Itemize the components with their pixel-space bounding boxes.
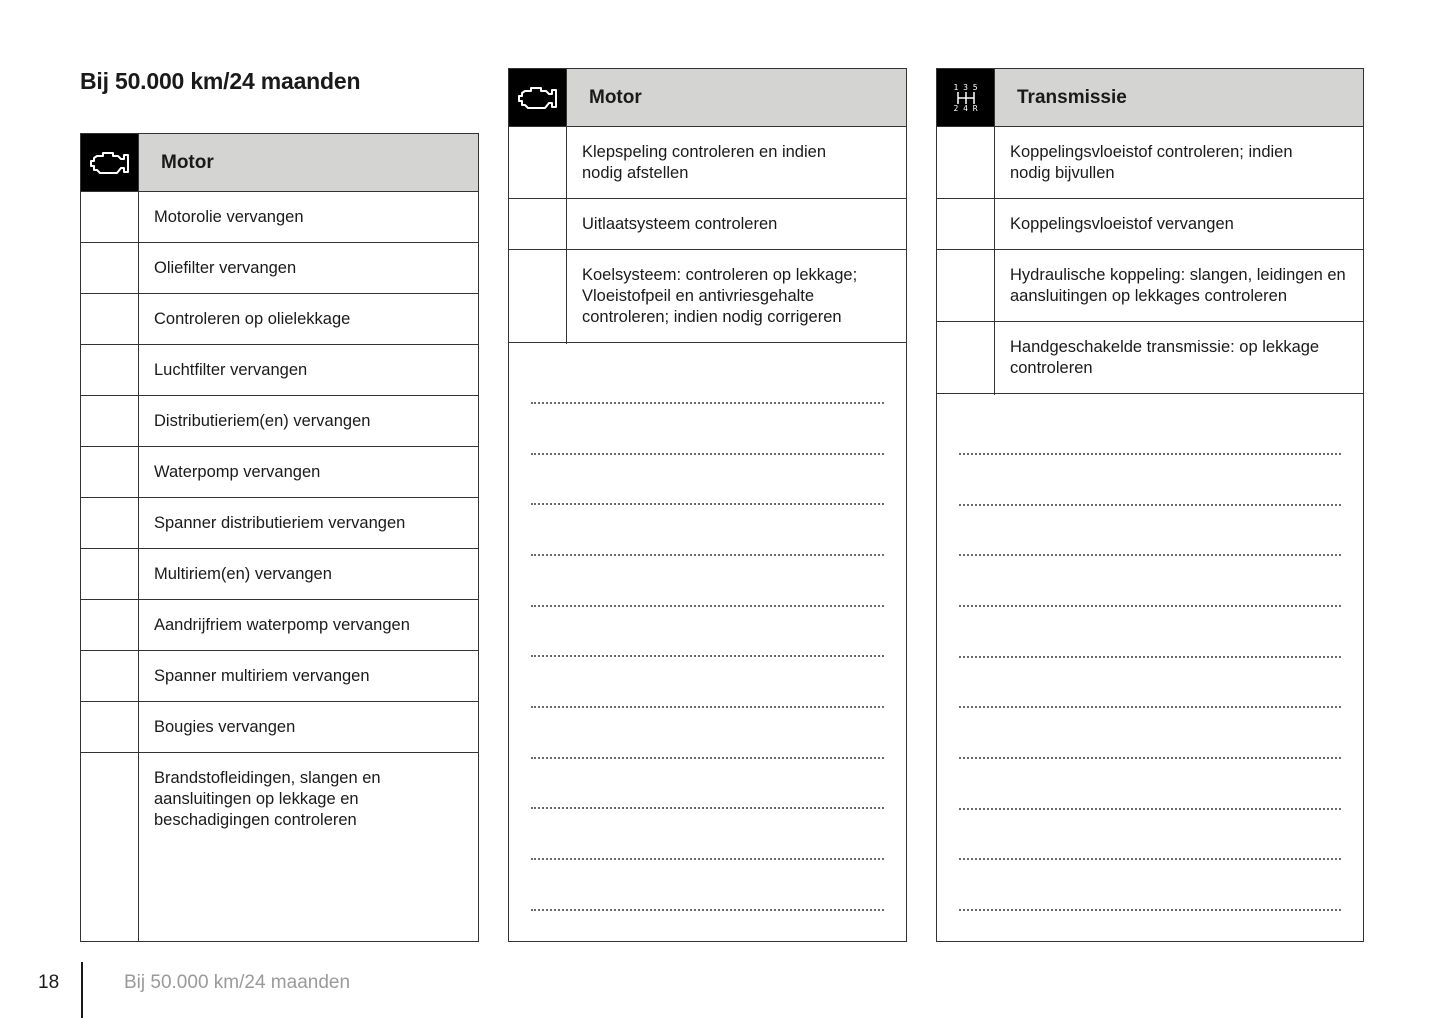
gear-numbers-top: 1 3 5 <box>953 82 978 92</box>
checklist-row <box>81 702 478 753</box>
checklist-row <box>81 498 478 549</box>
check-box-cell[interactable] <box>81 702 139 752</box>
checklist-item-label: Uitlaatsysteem controleren <box>582 214 778 233</box>
checklist-row <box>937 127 1363 199</box>
middle-panel-title: Motor <box>566 69 906 126</box>
checklist-item-label: Handgeschakelde transmissie: op lekkage controleren <box>1010 338 1320 377</box>
check-box-cell[interactable] <box>81 651 139 701</box>
check-box-cell[interactable] <box>81 498 139 548</box>
right-panel-header <box>937 69 1363 127</box>
checklist-row <box>81 549 478 600</box>
check-box-cell[interactable] <box>81 549 139 599</box>
checklist-row <box>509 199 906 250</box>
left-panel-header <box>81 134 478 192</box>
engine-icon <box>81 134 138 191</box>
checklist-row <box>81 192 478 243</box>
checklist-item-label: Oliefilter vervangen <box>154 258 297 277</box>
checklist-row <box>937 199 1363 250</box>
check-box-cell[interactable] <box>937 127 995 198</box>
notes-area[interactable] <box>509 344 906 941</box>
check-box-cell[interactable] <box>81 294 139 344</box>
checklist-item-label: Controleren op olielekkage <box>154 309 351 328</box>
middle-panel-header <box>509 69 906 127</box>
gear-numbers-bottom: 2 4 R <box>953 103 978 113</box>
note-line[interactable] <box>531 605 884 607</box>
note-line[interactable] <box>959 706 1341 708</box>
note-line[interactable] <box>959 808 1341 810</box>
check-box-cell[interactable] <box>937 250 995 321</box>
check-box-cell[interactable] <box>937 199 995 249</box>
checklist-row <box>81 294 478 345</box>
note-line[interactable] <box>959 858 1341 860</box>
checklist-item-label: Koppelingsvloeistof controleren; indien nodig bijvullen <box>1010 143 1293 182</box>
check-box-cell[interactable] <box>509 127 567 198</box>
checklist-item-label: Spanner multiriem vervangen <box>154 666 370 685</box>
checklist-item-label: Hydraulische koppeling: slangen, leidingen en aansluitingen op lekkages controleren <box>1010 266 1346 305</box>
right-panel-title: Transmissie <box>994 69 1363 126</box>
checklist-item-label: Bougies vervangen <box>154 717 296 736</box>
notes-area[interactable] <box>937 395 1363 941</box>
checklist-item-label: Distributieriem(en) vervangen <box>154 411 371 430</box>
checklist-row <box>509 250 906 343</box>
checklist-row <box>81 447 478 498</box>
note-line[interactable] <box>531 757 884 759</box>
footer-section-title: Bij 50.000 km/24 maanden <box>124 972 351 993</box>
checklist-item-label: Waterpomp vervangen <box>154 462 321 481</box>
footer-divider <box>81 962 83 1018</box>
checklist-row <box>81 243 478 294</box>
check-box-cell[interactable] <box>81 192 139 242</box>
note-line[interactable] <box>531 858 884 860</box>
check-box-cell[interactable] <box>81 447 139 497</box>
checklist-row <box>81 396 478 447</box>
page-number: 18 <box>38 972 60 993</box>
left-checklist-panel <box>80 133 479 942</box>
check-box-cell[interactable] <box>81 600 139 650</box>
check-box-cell[interactable] <box>937 322 995 393</box>
checklist-row <box>81 753 478 941</box>
note-line[interactable] <box>531 453 884 455</box>
right-checklist-panel <box>936 68 1364 942</box>
checklist-item-label: Brandstofleidingen, slangen en aansluitingen op lekkage en beschadigingen controleren <box>154 769 381 829</box>
check-box-cell[interactable] <box>509 199 567 249</box>
note-line[interactable] <box>531 909 884 911</box>
note-line[interactable] <box>959 504 1341 506</box>
checklist-row <box>509 127 906 199</box>
checklist-item-label: Multiriem(en) vervangen <box>154 564 332 583</box>
note-line[interactable] <box>531 402 884 404</box>
checklist-row <box>81 600 478 651</box>
note-line[interactable] <box>959 554 1341 556</box>
middle-checklist-panel <box>508 68 907 942</box>
note-line[interactable] <box>959 757 1341 759</box>
note-line[interactable] <box>531 655 884 657</box>
check-box-cell[interactable] <box>81 345 139 395</box>
page-title: Bij 50.000 km/24 maanden <box>80 68 361 94</box>
checklist-row <box>937 322 1363 394</box>
note-line[interactable] <box>959 909 1341 911</box>
checklist-item-label: Koelsysteem: controleren op lekkage; Vloeistofpeil en antivriesgehalte controleren; indien nodig corrigeren <box>582 266 858 326</box>
left-panel-title: Motor <box>138 134 478 191</box>
checklist-item-label: Motorolie vervangen <box>154 207 304 226</box>
checklist-row <box>81 651 478 702</box>
engine-icon <box>509 69 566 126</box>
check-box-cell[interactable] <box>81 753 139 941</box>
note-line[interactable] <box>531 706 884 708</box>
checklist-item-label: Luchtfilter vervangen <box>154 360 308 379</box>
checklist-item-label: Klepspeling controleren en indien nodig afstellen <box>582 143 827 182</box>
checklist-item-label: Koppelingsvloeistof vervangen <box>1010 214 1234 233</box>
check-box-cell[interactable] <box>81 243 139 293</box>
note-line[interactable] <box>531 554 884 556</box>
note-line[interactable] <box>959 656 1341 658</box>
gearshift-icon <box>937 69 994 126</box>
checklist-item-label: Spanner distributieriem vervangen <box>154 513 406 532</box>
checklist-item-label: Aandrijfriem waterpomp vervangen <box>154 615 410 634</box>
note-line[interactable] <box>959 453 1341 455</box>
checklist-row <box>81 345 478 396</box>
check-box-cell[interactable] <box>81 396 139 446</box>
note-line[interactable] <box>959 605 1341 607</box>
check-box-cell[interactable] <box>509 250 567 342</box>
checklist-row <box>937 250 1363 322</box>
note-line[interactable] <box>531 807 884 809</box>
note-line[interactable] <box>531 503 884 505</box>
